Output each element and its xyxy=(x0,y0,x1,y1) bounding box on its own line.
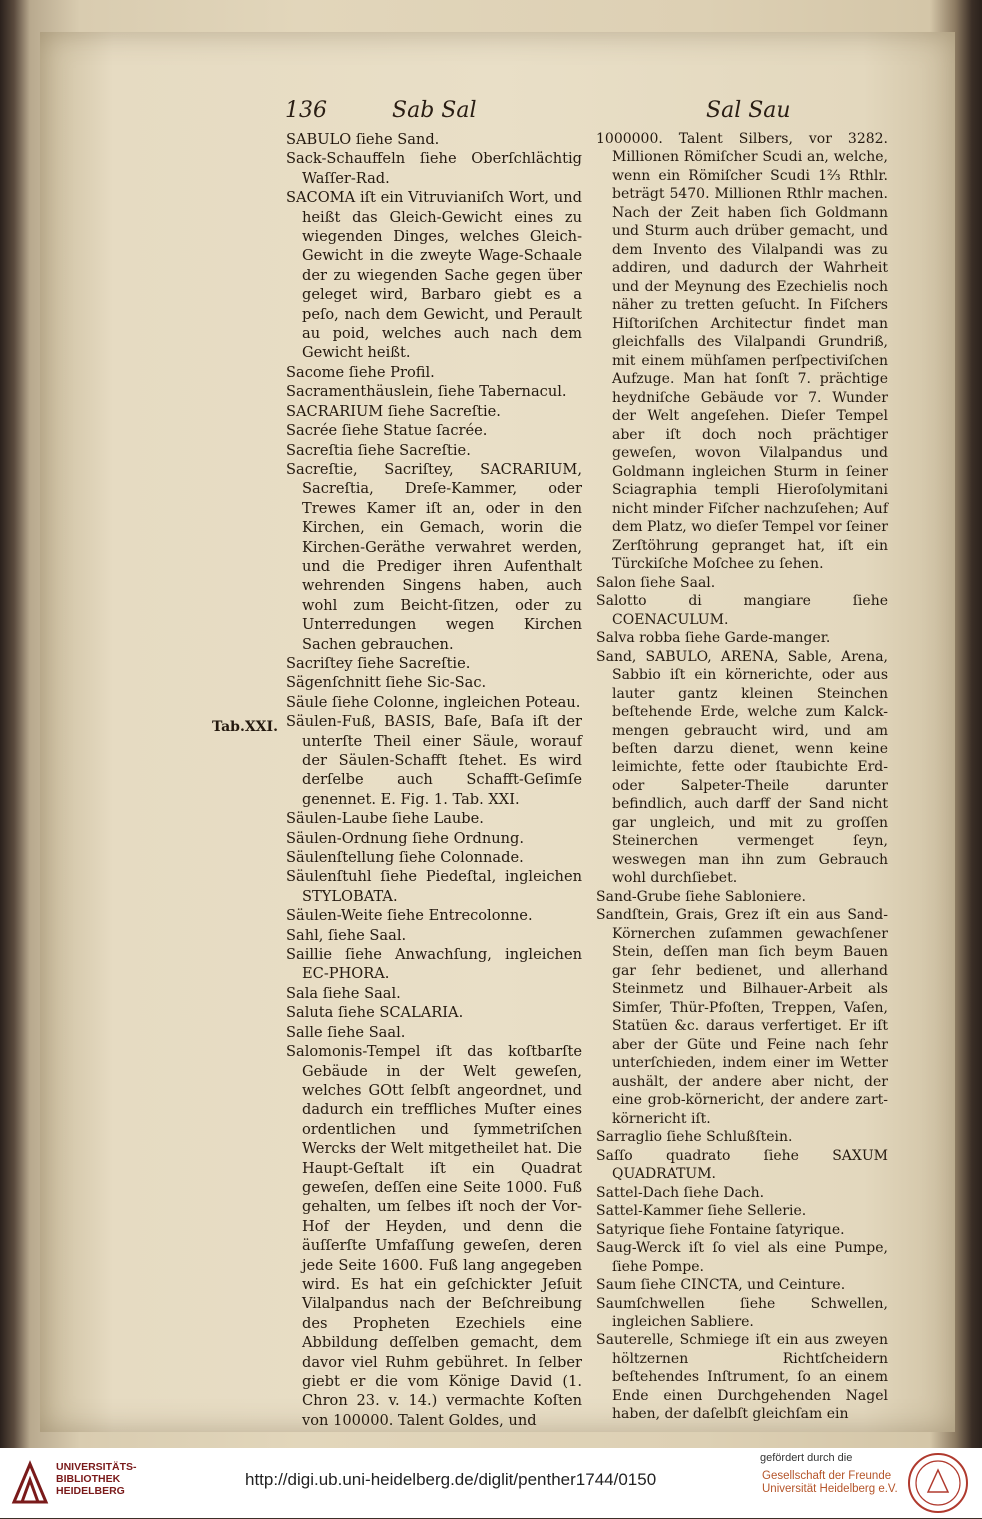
right-column-entry: Satyrique ſiehe Fontaine ſatyrique. xyxy=(596,1221,845,1238)
left-column-entry: Säule ſiehe Colonne, ingleichen Poteau. xyxy=(286,693,581,711)
left-column-entry: Saillie ſiehe Anwachſung, ingleichen EC-PHORA. xyxy=(286,946,582,983)
left-column-entry: Sacome ſiehe Profil. xyxy=(286,363,435,381)
left-column-entry: Sacrée ſiehe Statue ſacrée. xyxy=(286,422,488,440)
right-column-entry: Sand-Grube ſiehe Sabloniere. xyxy=(596,888,806,905)
right-column-head: Sal Sau xyxy=(706,98,791,123)
right-column-entry: Sand, SABULO, ARENA, Sable, Arena, Sabbio iſt ein körnerichte, oder aus lauter gantz kleinen Steinchen beſtehende Erde, welche zum Kalck-mengen gebraucht wird, und am beſten darzu dienet, wenn keine leimichte, fette oder ſtaubichte Erd-oder Salpeter-Theile darunter befindlich, auch darff der Sand nicht gar ungleich, und mit zu groſſen Steinerchen vermenget ſeyn, weswegen man ihn zum Gebrauch wohl durchſiebet. xyxy=(596,648,888,887)
left-column-entry: Salomonis-Tempel iſt das koſtbarſte Gebäude in der Welt geweſen, welches GOtt ſelbſt angeordnet, und dadurch ein treffliches Muſter eines ordentlichen und ſymmetriſchen Wercks der Welt mitgetheilet hat. Die Haupt-Geſtalt iſt ein Quadrat geweſen, deſſen eine Seite 1000. Fuß gehalten, um ſelbes iſt noch der Vor-Hof der Heyden, und denn die äuſſerſte Umfaſſung geweſen, deren jede Seite 1600. Fuß lang angegeben wird. Es hat ein geſchickter Jeſuit Vilalpandus nach der Beſchreibung des Propheten Ezechiels eine Abbildung deſſelben gemacht, dem davor viel Ruhm gebühret. In ſelber giebt er die vom Könige David (1. Chron 23. v. 14.) vermachte Koſten von 100000. Talent Goldes, und xyxy=(286,1043,582,1429)
right-column-entry: Sauterelle, Schmiege iſt ein aus zweyen höltzernen Richtſcheidern beſtehendes Inſtrument, ſo an einem Ende einen Durchgehenden Nagel haben, der daſelbſt gleichſam ein xyxy=(596,1332,888,1423)
left-column-entry: Salle ſiehe Saal. xyxy=(286,1023,406,1041)
left-column-entry: Säulenſtellung ſiehe Colonnade. xyxy=(286,849,524,867)
right-column-entry: Salva robba ſiehe Garde-manger. xyxy=(596,630,831,647)
right-column-entry: 1000000. Talent Silbers, vor 3282. Millionen Römiſcher Scudi an, welche, wenn ein Römiſcher Scudi 1⅔ Rthlr. beträgt 5470. Millionen Rthlr machen. Nach der Zeit haben ſich Goldmann und Sturm auch drüber gemacht, und dem Invento des Vilalpandi was zu addiren, und dadurch der Wahrheit und der Meynung des Ezechielis noch näher zu tretten geſucht. In Fiſchers Hiſtoriſchen Architectur findet man gleichfalls des Vilalpandi Grundriß, mit einem mühſamen perſpectiviſchen Aufzuge. Man hat ſonſt 7. prächtige heydniſche Gebäude vor 7. Wunder der Welt angeſehen. Dieſer Tempel aber iſt doch noch prächtiger geweſen, wovon Vilalpandus und Goldmann ingleichen Sturm in ſeiner Sciagraphia templi Hieroſolymitani nicht minder Fiſcher nachzuſehen; Auf dem Platz, wo dieſer Tempel vor ſeiner Zerſtöhrung gepranget hat, iſt ein Türckiſche Moſchee zu ſehen. xyxy=(596,131,888,573)
right-column-entry: Saumſchwellen ſiehe Schwellen, ingleichen Sabliere. xyxy=(596,1295,888,1330)
viewer-footer xyxy=(0,1448,982,1518)
right-column-entry: Salon ſiehe Saal. xyxy=(596,574,716,591)
left-column-entry: SABULO ſiehe Sand. xyxy=(286,131,440,148)
left-column-entry: Sägenſchnitt ſiehe Sic-Sac. xyxy=(286,674,487,692)
left-column-entry: Sacreſtie, Sacriſtey, SACRARIUM, Sacreſtia, Dreſe-Kammer, oder Trewes Kamer iſt an, oder in den Kirchen, ein Gemach, worin die Kirchen-Geräthe verwahret werden, und die Prediger ihren Aufenthalt wehrenden Singens haben, auch wohl zum Beicht-ſitzen, oder zu Unterredungen wegen Kirchen Sachen gebrauchen. xyxy=(286,460,582,653)
left-column-entry: Säulen-Weite ſiehe Entrecolonne. xyxy=(286,907,533,925)
left-column-entry: Sala ſiehe Saal. xyxy=(286,984,401,1002)
left-column-entry: SACOMA iſt ein Vitruvianiſch Wort, und heißt das Gleich-Gewicht eines zu wiegenden Dinges, welches Gleich-Gewicht in die zweyte Wage-Schaale der zu wiegenden Sache gegen über geleget wird, Barbaro giebt es a peſo, nach dem Gewicht, und Perault au poid, welches auch nach dem Gewicht heißt. xyxy=(286,189,582,362)
page-number: 136 xyxy=(285,98,327,123)
left-column xyxy=(286,130,582,1430)
society-name: Gesellschaft der Freunde Universität Heidelberg e.V. xyxy=(762,1470,898,1495)
right-column-entry: Sandſtein, Grais, Grez iſt ein aus Sand-Körnerchen zuſammen gewachſener Stein, deſſen man ſich beym Bauen gar ſehr bedienet, und allerhand Steinmetz und Bilhauer-Arbeit als Simſer, Thür-Pfoſten, Treppen, Vaſen, Statüen &c. daraus verfertiget. Er iſt aber der Güte und Feine nach ſehr unterſchieden, indem einer im Wetter aushält, der andere aber nicht, der eine grob-körnericht, der andere zart-körnericht iſt. xyxy=(596,907,888,1127)
right-column-entry: Sattel-Kammer ſiehe Sellerie. xyxy=(596,1203,807,1220)
left-column-head: Sab Sal xyxy=(392,98,477,123)
left-column-entry: Säulen-Laube ſiehe Laube. xyxy=(286,810,484,828)
university-seal-icon xyxy=(906,1452,970,1514)
left-column-entry: Säulen-Ordnung ſiehe Ordnung. xyxy=(286,829,525,847)
right-column-entry: Saſſo quadrato ſiehe SAXUM QUADRATUM. xyxy=(596,1147,888,1183)
university-logo xyxy=(10,1458,50,1506)
permalink-url[interactable]: http://digi.ub.uni-heidelberg.de/diglit/penther1744/0150 xyxy=(245,1470,657,1489)
right-column-entry: Salotto di mangiare ſiehe COENACULUM. xyxy=(596,593,888,628)
right-column xyxy=(596,130,888,1424)
left-column-entry: Säulen-Fuß, BASIS, Baſe, Baſa iſt der unterſte Theil einer Säule, worauf der Säulen-Schafft ſtehet. Es wird derſelbe auch Schafft-Geſimſe genennet. E. Fig. 1. Tab. XXI. xyxy=(286,713,582,808)
left-column-entry: Sahl, ſiehe Saal. xyxy=(286,926,407,944)
left-column-entry: Sacriſtey ſiehe Sacreſtie. xyxy=(286,654,471,672)
funded-by-label: gefördert durch die xyxy=(760,1452,853,1464)
left-column-entry: Saluta ſiehe SCALARIA. xyxy=(286,1004,464,1022)
right-column-entry: Sarraglio ſiehe Schlußſtein. xyxy=(596,1129,793,1146)
right-column-entry: Saug-Werck iſt ſo viel als eine Pumpe, ſiehe Pompe. xyxy=(596,1240,888,1275)
left-column-entry: Sacramenthäuslein, ſiehe Tabernacul. xyxy=(286,383,567,401)
right-column-entry: Sattel-Dach ſiehe Dach. xyxy=(596,1184,765,1201)
margin-note: Tab.XXI. xyxy=(212,719,278,735)
left-column-entry: Säulenſtuhl ſiehe Piedeſtal, ingleichen STYLOBATA. xyxy=(286,868,582,905)
right-column-entry: Saum ſiehe CINCTA, und Ceinture. xyxy=(596,1277,846,1294)
university-name: UNIVERSITÄTS- BIBLIOTHEK HEIDELBERG xyxy=(56,1461,137,1497)
left-column-entry: Sacreſtia ſiehe Sacreſtie. xyxy=(286,441,471,459)
left-column-entry: Sack-Schauffeln ſiehe Oberſchlächtig Waſſer-Rad. xyxy=(286,150,582,187)
left-column-entry: SACRARIUM ſiehe Sacreſtie. xyxy=(286,402,501,420)
